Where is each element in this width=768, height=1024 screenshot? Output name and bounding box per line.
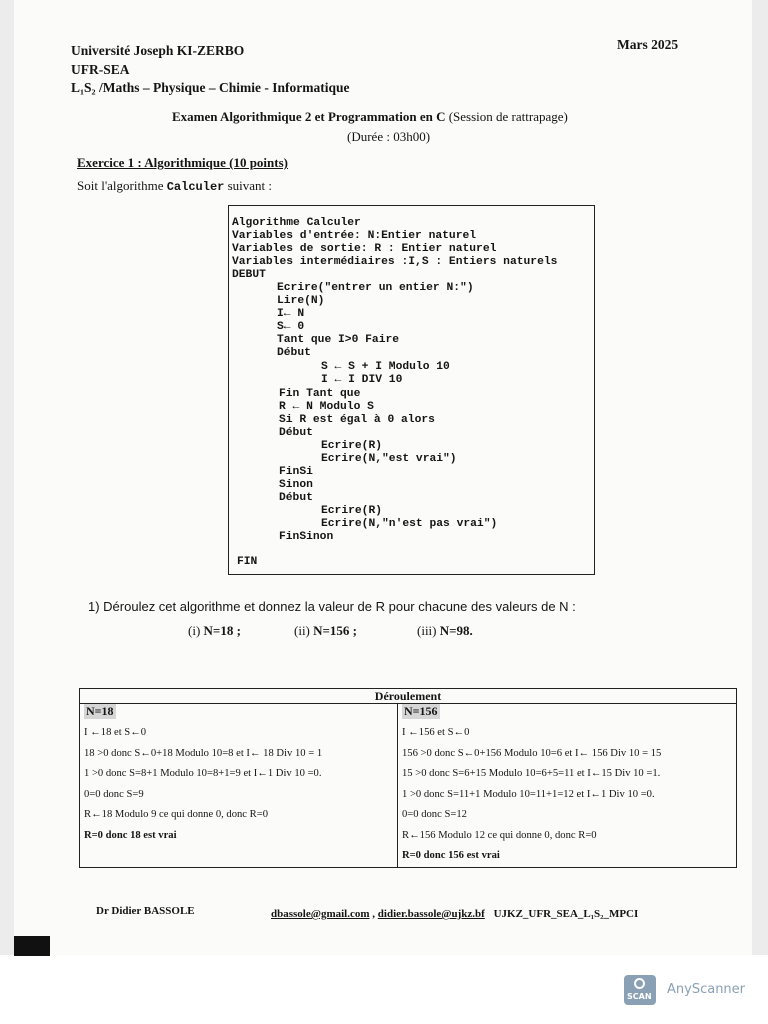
algo-line: S ← S + I Modulo 10	[321, 361, 450, 373]
case-3-value: N=98.	[439, 623, 473, 638]
algo-line: I← N	[277, 308, 305, 320]
algo-line: R ← N Modulo S	[279, 401, 374, 413]
algo-line: Ecrire("entrer un entier N:")	[277, 282, 474, 294]
algo-line: Lire(N)	[277, 295, 325, 307]
case-1	[188, 623, 241, 639]
column-header-n156: N=156	[404, 704, 438, 718]
level-line: L₁S₂ /Maths – Physique – Chimie - Informatique	[71, 80, 350, 95]
email-link-1[interactable]: dbassole@gmail.com	[271, 908, 370, 920]
trace-line: 18 >0 donc S←0+18 Modulo 10=8 et I← 18 Div 10 = 1	[84, 747, 323, 759]
email-separator: ,	[372, 908, 376, 920]
case-1-label: (i)	[188, 623, 201, 638]
trace-line: I ←18 et S←0	[84, 727, 147, 738]
exam-date: Mars 2025	[617, 37, 679, 52]
trace-conclusion: R=0 donc 156 est vrai	[402, 850, 500, 861]
algo-line: Ecrire(R)	[321, 505, 383, 517]
trace-line: 0=0 donc S=9	[84, 788, 144, 800]
trace-line: R←18 Modulo 9 ce qui donne 0, donc R=0	[84, 809, 268, 820]
exam-title-main: Examen Algorithmique 2 et Programmation en C	[172, 109, 446, 124]
algo-line: S← 0	[277, 321, 305, 333]
case-2	[294, 623, 357, 639]
algo-line: Algorithme Calculer	[232, 217, 361, 229]
algorithm-name: Calculer	[166, 180, 225, 194]
algo-line: Tant que I>0 Faire	[277, 334, 400, 346]
table-body-row	[80, 704, 737, 868]
algo-line: Fin Tant que	[279, 388, 361, 400]
algo-line: Variables de sortie: R : Entier naturel	[232, 243, 497, 255]
question-text: 1) Déroulez cet algorithme et donnez la valeur de R pour chacune des valeurs de N :	[88, 599, 576, 614]
algo-line: Variables d'entrée: N:Entier naturel	[232, 230, 477, 242]
logo-text: SCAN	[627, 992, 652, 1001]
trace-lines-n18	[84, 723, 393, 846]
table-title-row	[80, 689, 737, 704]
case-2-label: (ii)	[294, 623, 310, 638]
anyscanner-brand: AnyScanner	[667, 982, 746, 997]
exam-title	[172, 109, 568, 125]
trace-line: 156 >0 donc S←0+156 Modulo 10=6 et I← 156 Div 10 = 15	[402, 747, 662, 759]
exercise-title: Exercice 1 : Algorithmique (10 points)	[77, 155, 288, 170]
table-title: Déroulement	[80, 689, 737, 704]
case-2-value: N=156 ;	[313, 623, 358, 638]
trace-line: 1 >0 donc S=11+1 Modulo 10=11+1=12 et I←1 Div 10 =0.	[402, 788, 655, 800]
case-3	[417, 623, 473, 639]
exercise-intro	[77, 178, 272, 194]
trace-conclusion: R=0 donc 18 est vrai	[84, 829, 177, 841]
exam-duration: (Durée : 03h00)	[347, 129, 431, 144]
trace-lines-n156	[402, 723, 732, 867]
algo-line: Ecrire(N,"n'est pas vrai")	[321, 518, 498, 530]
column-n18	[80, 704, 398, 868]
algo-line: Début	[279, 492, 313, 504]
algo-line: Ecrire(R)	[321, 440, 383, 452]
intro-after: suivant :	[227, 178, 273, 193]
algo-line: DEBUT	[232, 269, 266, 281]
email-link-2[interactable]: didier.bassole@ujkz.bf	[377, 908, 485, 920]
university-name: Université Joseph KI-ZERBO	[71, 43, 245, 58]
trace-line: R←156 Modulo 12 ce qui donne 0, donc R=0	[402, 829, 597, 841]
exam-session: (Session de rattrapage)	[448, 109, 568, 124]
algo-line: Début	[277, 347, 311, 359]
algo-line: FinSi	[279, 466, 313, 478]
algo-line: Début	[279, 427, 313, 439]
trace-line: I ←156 et S←0	[402, 727, 470, 738]
algo-line: I ← I DIV 10	[321, 374, 403, 386]
author-name: Dr Didier BASSOLE	[96, 905, 195, 917]
algo-line: Variables intermédiaires :I,S : Entiers naturels	[232, 256, 558, 268]
trace-line: 0=0 donc S=12	[402, 809, 467, 820]
execution-trace-table	[79, 688, 737, 868]
column-n156	[398, 704, 737, 868]
algo-line: Si R est égal à 0 alors	[279, 414, 435, 426]
footer-contacts	[271, 908, 638, 920]
ufr-name: UFR-SEA	[71, 62, 130, 77]
algo-line: FIN	[237, 556, 258, 568]
column-header-n18: N=18	[86, 704, 114, 718]
course-code: UJKZ_UFR_SEA_L₁S₂_MPCI	[493, 908, 639, 920]
case-3-label: (iii)	[417, 623, 437, 638]
intro-before: Soit l'algorithme	[77, 178, 164, 193]
trace-line: 15 >0 donc S=6+15 Modulo 10=6+5=11 et I←15 Div 10 =1.	[402, 768, 661, 779]
algo-line: Sinon	[279, 479, 313, 491]
logo-ring	[634, 978, 645, 989]
algo-line: Ecrire(N,"est vrai")	[321, 453, 457, 465]
algo-line: FinSinon	[279, 531, 334, 543]
trace-line: 1 >0 donc S=8+1 Modulo 10=8+1=9 et I←1 Div 10 =0.	[84, 768, 322, 779]
scan-corner-mark	[14, 936, 50, 956]
algorithm-box	[228, 205, 595, 575]
anyscanner-logo-icon	[624, 975, 656, 1005]
case-1-value: N=18 ;	[203, 623, 241, 638]
